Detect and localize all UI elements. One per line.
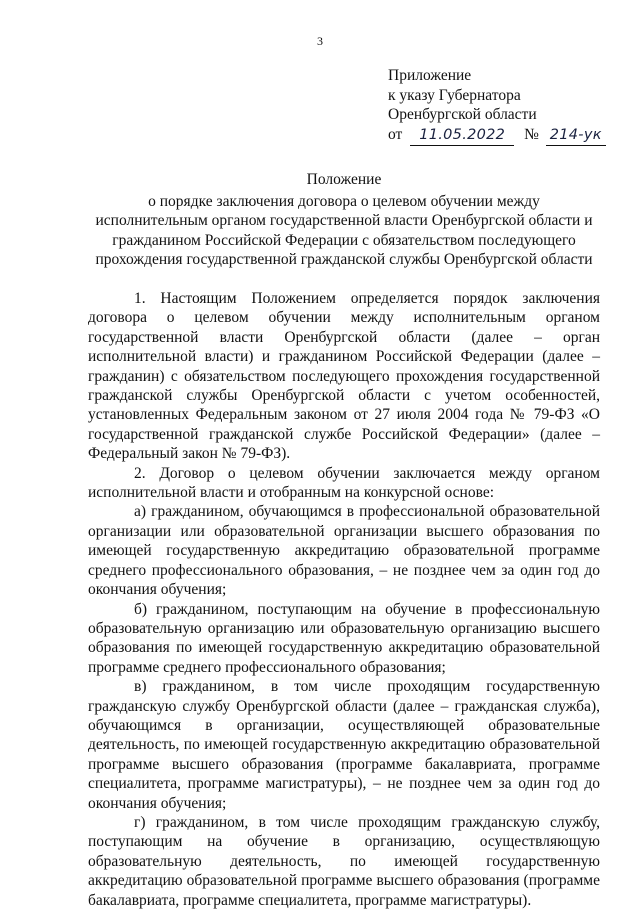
annex-line-2: к указу Губернатора: [388, 86, 521, 104]
title-heading: Положение: [306, 171, 382, 188]
title-line-2: исполнительным органом государственной власти Оренбургской области и: [95, 212, 593, 229]
title-line-3: гражданином Российской Федерации с обязательством последующего: [112, 231, 576, 249]
annex-date-line: [388, 125, 618, 147]
paragraph-2: 2. Договор о целевом обучении заключается между органом исполнительной власти и отобранным на конкурсной основе:: [88, 464, 600, 502]
document-body: [88, 289, 600, 910]
title-line-1: о порядке заключения договора о целевом обучении между: [148, 192, 540, 210]
annex-number-sign: №: [524, 125, 539, 143]
paragraph-2a: а) гражданином, обучающимся в профессиональной образовательной организации или образовательной организации высшего образования по имеющей государственную аккредитацию образовательной программе среднего профессионального образования, – не позднее чем за один год до окончания обучения;: [88, 503, 600, 599]
annex-number-value: 214-ук: [549, 126, 602, 143]
annex-date-value: 11.05.2022: [419, 126, 506, 143]
annex-date-field: [410, 125, 514, 147]
annex-number-field: [546, 125, 606, 147]
annex-line-3: Оренбургской области: [388, 106, 537, 123]
paragraph-2g: г) гражданином, в том числе проходящим гражданскую службу, поступающим на обучение в организацию, осуществляющую образовательную деятельность, по имеющей государственную аккредитацию образовательной программе высшего образования (программе бакалавриата, программе специалитета, программе магистратуры).: [88, 813, 600, 909]
annex-line-1: Приложение: [388, 67, 472, 84]
annex-block: [388, 66, 618, 146]
paragraph-2b: б) гражданином, поступающим на обучение в профессиональную образовательную организацию или образовательную организацию высшего образования по имеющей государственную аккредитацию образовательной программе среднего профессионального образования;: [88, 600, 600, 676]
title-line-4: прохождения государственной гражданской службы Оренбургской области: [95, 251, 593, 268]
annex-date-prefix: от: [388, 125, 403, 143]
paragraph-1: 1. Настоящим Положением определяется порядок заключения договора о целевом обучении между исполнительным органом государственной власти Оренбургской области (далее – орган исполнительной власти) и гражданином Российской Федерации (далее – гражданин) с обязательством последующего прохождения государственной гражданской службы Оренбургской области с учетом особенностей, установленных Федеральным законом от 27 июля 2004 года № 79-ФЗ «О государственной гражданской службе Российской Федерации» (далее – Федеральный закон № 79-ФЗ).: [88, 290, 600, 463]
paragraph-2v: в) гражданином, в том числе проходящим государственную гражданскую службу Оренбургской области (далее – гражданская служба), обучающимся в организации, осуществляющей образовательные деятельность, по имеющей государственную аккредитацию образовательной программе высшего образования (программе бакалавриата, программе специалитета, программе магистратуры), – не позднее чем за один год до окончания обучения;: [88, 678, 600, 812]
page-number: 3: [317, 34, 323, 48]
document-title: [88, 170, 600, 270]
